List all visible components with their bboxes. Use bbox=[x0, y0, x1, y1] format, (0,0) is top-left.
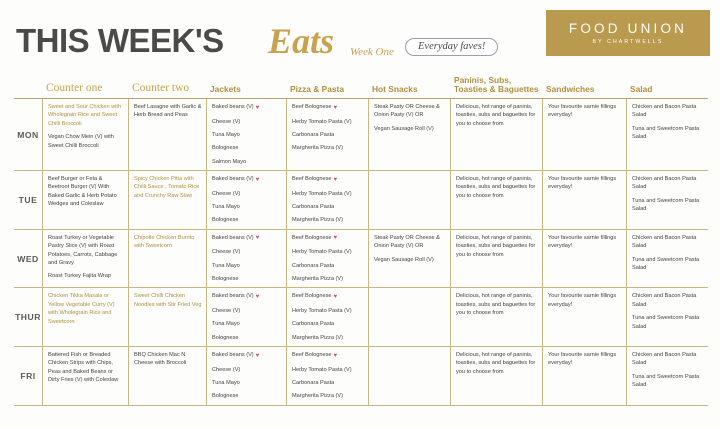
cell-salad bbox=[627, 347, 709, 405]
menu-item: Carbonara Pasta bbox=[292, 203, 335, 210]
menu-item: Beef Bolognese ♥ bbox=[292, 352, 338, 359]
cell-paninis bbox=[451, 347, 543, 405]
menu-item: Delicious, hot range of paninis, toasties, subs and baguettes for you to choose from bbox=[456, 234, 536, 258]
menu-item: Chicken and Bacon Pasta Salad bbox=[632, 176, 697, 191]
menu-item: Tuna and Sweetcorn Pasta Salad bbox=[632, 256, 700, 271]
cell-sandwiches bbox=[543, 347, 627, 405]
menu-item: Cheese (V) bbox=[212, 190, 241, 197]
cell-pizza-pasta bbox=[287, 99, 369, 170]
table-row bbox=[14, 288, 708, 347]
menu-item: Tuna Mayo bbox=[212, 262, 240, 269]
everyday-faves-badge: Everyday faves! bbox=[405, 38, 498, 56]
menu-item: Tuna Mayo bbox=[212, 131, 240, 138]
menu-item: Tuna Mayo bbox=[212, 203, 240, 210]
cell-counter-one bbox=[43, 230, 129, 288]
menu-item: Steak Pasty OR Cheese & Onion Pasty (V) OR bbox=[374, 234, 440, 250]
cell-jackets bbox=[207, 99, 287, 170]
cell-hot-snacks bbox=[369, 171, 451, 229]
menu-item: Beef Bolognese ♥ bbox=[292, 104, 338, 111]
menu-item: Beef Bolognese ♥ bbox=[292, 234, 338, 242]
cell-counter-two bbox=[129, 99, 207, 170]
cell-jackets bbox=[207, 171, 287, 229]
menu-item: Battered Fish or Breaded Chicken Strips with Chips, Peas and Baked Beans or Dirty Fries (V) with Coleslaw bbox=[48, 352, 119, 384]
heart-icon: ♥ bbox=[333, 104, 338, 111]
cell-jackets bbox=[207, 230, 287, 288]
menu-item: Bolognese bbox=[212, 393, 239, 400]
menu-item: Vegan Chow Mein (V) with Sweet Chilli Broccoli bbox=[48, 134, 114, 149]
menu-item: Your favourite sarnie fillings everyday! bbox=[548, 293, 617, 308]
header-jackets: Jackets bbox=[210, 84, 241, 95]
heart-icon: ♥ bbox=[255, 235, 260, 242]
day-label: MON bbox=[14, 99, 43, 170]
day-label: THUR bbox=[14, 288, 43, 346]
header-counter-one: Counter one bbox=[46, 81, 103, 94]
menu-item: Salmon Mayo bbox=[212, 158, 247, 165]
menu-item: Chicken and Bacon Pasta Salad bbox=[632, 293, 697, 308]
menu-item: Beef Bolognese ♥ bbox=[292, 293, 338, 300]
menu-item: Herby Tomato Pasta (V) bbox=[292, 190, 352, 197]
menu-item: Steak Pasty OR Cheese & Onion Pasty (V) OR bbox=[374, 104, 440, 119]
menu-item: Vegan Sausage Roll (V) bbox=[374, 125, 434, 132]
cell-pizza-pasta bbox=[287, 347, 369, 405]
menu-item: Chicken Tikka Masala or Yellow Vegetable Curry (V) with Wholegrain Rice and Sweetcorn bbox=[48, 293, 115, 325]
menu-item: Beef Burger or Feta & Beetroot Burger (V) With Baked Garlic & Herb Potato Wedges and Coleslaw bbox=[48, 176, 117, 208]
menu-item: Baked beans (V) ♥ bbox=[212, 293, 260, 300]
brand-name: FOOD UNION bbox=[568, 21, 688, 36]
menu-item: Herby Tomato Pasta (V) bbox=[292, 118, 352, 125]
page-title: THIS WEEK'S bbox=[16, 22, 224, 59]
menu-item: Cheese (V) bbox=[212, 307, 241, 314]
menu-item: Margherita Pizza (V) bbox=[292, 393, 343, 400]
menu-item: Tuna and Sweetcorn Pasta Salad bbox=[632, 373, 700, 389]
cell-pizza-pasta bbox=[287, 288, 369, 346]
cell-counter-two bbox=[129, 288, 207, 346]
brand-subtitle: BY CHARTWELLS bbox=[592, 39, 664, 45]
table-row bbox=[14, 171, 708, 230]
menu-item: Delicious, hot range of paninis, toasties, subs and baguettes for you to choose from bbox=[456, 176, 536, 199]
cell-hot-snacks bbox=[369, 99, 451, 170]
menu-item: Spicy Chicken Pitta with Chilli Sauce , Tomato Rice and Crunchy Raw Slaw bbox=[134, 176, 200, 199]
menu-item: Chicken and Bacon Pasta Salad bbox=[632, 234, 697, 250]
menu-item: Sweet and Sour Chicken with Wholegrain Rice and Sweet Chilli Broccoli bbox=[48, 104, 122, 127]
heart-icon: ♥ bbox=[255, 104, 260, 111]
cell-paninis bbox=[451, 171, 543, 229]
header-sandwiches: Sandwiches bbox=[546, 84, 595, 95]
heart-icon: ♥ bbox=[255, 176, 260, 183]
menu-item: Chipotle Chicken Burrito with Sweetcorn bbox=[134, 234, 195, 250]
cell-counter-one bbox=[43, 99, 129, 170]
cell-salad bbox=[627, 230, 709, 288]
cell-hot-snacks bbox=[369, 230, 451, 288]
cell-counter-two bbox=[129, 347, 207, 405]
column-headers bbox=[14, 68, 708, 98]
menu-item: Vegan Sausage Roll (V) bbox=[374, 256, 434, 263]
heart-icon: ♥ bbox=[255, 293, 260, 300]
menu-item: Baked beans (V) ♥ bbox=[212, 176, 260, 183]
heart-icon: ♥ bbox=[333, 352, 338, 359]
menu-item: Margherita Pizza (V) bbox=[292, 217, 343, 224]
heart-icon: ♥ bbox=[333, 235, 338, 242]
header-counter-two: Counter two bbox=[132, 81, 190, 94]
menu-grid bbox=[14, 68, 708, 406]
cell-counter-two bbox=[129, 230, 207, 288]
cell-hot-snacks bbox=[369, 347, 451, 405]
brand-logo bbox=[546, 10, 710, 56]
menu-item: Delicious, hot range of paninis, toasties, subs and baguettes for you to choose from bbox=[456, 104, 536, 127]
menu-item: Herby Tomato Pasta (V) bbox=[292, 307, 352, 314]
menu-item: Baked beans (V) ♥ bbox=[212, 234, 260, 242]
cell-counter-one bbox=[43, 171, 129, 229]
header-pizza-pasta: Pizza & Pasta bbox=[290, 84, 344, 95]
heart-icon: ♥ bbox=[333, 176, 338, 183]
menu-item: Chicken and Bacon Pasta Salad bbox=[632, 104, 697, 119]
menu-item: Margherita Pizza (V) bbox=[292, 145, 343, 152]
menu-item: Tuna Mayo bbox=[212, 379, 240, 386]
menu-item: Delicious, hot range of paninis, toasties, subs and baguettes for you to choose from bbox=[456, 293, 536, 317]
day-label: WED bbox=[14, 230, 43, 288]
week-label: Week One bbox=[350, 46, 394, 58]
day-label: FRI bbox=[14, 347, 43, 405]
cell-sandwiches bbox=[543, 230, 627, 288]
menu-item: Baked beans (V) ♥ bbox=[212, 352, 260, 359]
menu-item: Chicken and Bacon Pasta Salad bbox=[632, 352, 697, 367]
cell-paninis bbox=[451, 99, 543, 170]
menu-item: Delicious, hot range of paninis, toasties, subs and baguettes for you to choose from bbox=[456, 352, 536, 375]
cell-counter-one bbox=[43, 347, 129, 405]
menu-item: Cheese (V) bbox=[212, 366, 241, 373]
cell-salad bbox=[627, 288, 709, 346]
cell-salad bbox=[627, 99, 709, 170]
heart-icon: ♥ bbox=[255, 352, 260, 359]
cell-paninis bbox=[451, 230, 543, 288]
menu-item: Tuna and Sweetcorn Pasta Salad bbox=[632, 197, 700, 213]
menu-item: Carbonara Pasta bbox=[292, 262, 335, 269]
menu-rows bbox=[14, 99, 708, 406]
cell-sandwiches bbox=[543, 171, 627, 229]
cell-salad bbox=[627, 171, 709, 229]
table-row bbox=[14, 230, 708, 289]
cell-counter-two bbox=[129, 171, 207, 229]
day-label: TUE bbox=[14, 171, 43, 229]
menu-item: Tuna and Sweetcorn Pasta Salad bbox=[632, 125, 700, 141]
cell-counter-one bbox=[43, 288, 129, 346]
menu-item: Tuna and Sweetcorn Pasta Salad bbox=[632, 315, 700, 330]
menu-item: Herby Tomato Pasta (V) bbox=[292, 366, 352, 373]
table-row bbox=[14, 347, 708, 406]
menu-item: Tuna Mayo bbox=[212, 321, 240, 328]
menu-item: Your favourite sarnie fillings everyday! bbox=[548, 352, 617, 367]
menu-item: Roast Turkey or Vegetable Pastry Slice (V) with Roast Potatoes, Carrots, Cabbage and Gravy bbox=[48, 234, 118, 266]
menu-item: Bolognese bbox=[212, 276, 239, 283]
cell-pizza-pasta bbox=[287, 171, 369, 229]
menu-item: Cheese (V) bbox=[212, 118, 241, 125]
menu-item: Carbonara Pasta bbox=[292, 321, 335, 328]
cell-jackets bbox=[207, 288, 287, 346]
table-row bbox=[14, 99, 708, 171]
menu-item: Cheese (V) bbox=[212, 249, 241, 256]
menu-item: Baked beans (V) ♥ bbox=[212, 104, 260, 111]
menu-item: Carbonara Pasta bbox=[292, 379, 335, 386]
menu-item: Your favourite sarnie fillings everyday! bbox=[548, 104, 617, 119]
menu-item: BBQ Chicken Mac N Cheese with Broccoli bbox=[134, 352, 187, 367]
cell-jackets bbox=[207, 347, 287, 405]
menu-item: Your favourite sarnie fillings everyday! bbox=[548, 234, 617, 250]
menu-item: Carbonara Pasta bbox=[292, 131, 335, 138]
menu-item: Sweet Chilli Chicken Noodles with Stir Fried Veg bbox=[134, 293, 202, 308]
header-hot-snacks: Hot Snacks bbox=[372, 84, 418, 95]
menu-item: Bolognese bbox=[212, 334, 239, 341]
menu-item: Beef Bolognese ♥ bbox=[292, 176, 338, 183]
menu-item: Roast Turkey Fajita Wrap bbox=[48, 273, 112, 280]
eats-title: Eats bbox=[268, 21, 335, 61]
cell-sandwiches bbox=[543, 99, 627, 170]
menu-item: Margherita Pizza (V) bbox=[292, 334, 343, 341]
menu-item: Bolognese bbox=[212, 145, 239, 152]
menu-item: Beef Lasagne with Garlic & Herb Bread and Peas bbox=[134, 104, 202, 119]
menu-item: Bolognese bbox=[212, 217, 239, 224]
header-paninis: Paninis, Subs, Toasties & Baguettes bbox=[454, 74, 539, 95]
menu-item: Margherita Pizza (V) bbox=[292, 276, 343, 283]
header-salad: Salad bbox=[630, 84, 653, 95]
cell-sandwiches bbox=[543, 288, 627, 346]
menu-item: Your favourite sarnie fillings everyday! bbox=[548, 176, 617, 191]
heart-icon: ♥ bbox=[333, 293, 338, 300]
cell-hot-snacks bbox=[369, 288, 451, 346]
menu-item: Herby Tomato Pasta (V) bbox=[292, 249, 352, 256]
cell-paninis bbox=[451, 288, 543, 346]
cell-pizza-pasta bbox=[287, 230, 369, 288]
